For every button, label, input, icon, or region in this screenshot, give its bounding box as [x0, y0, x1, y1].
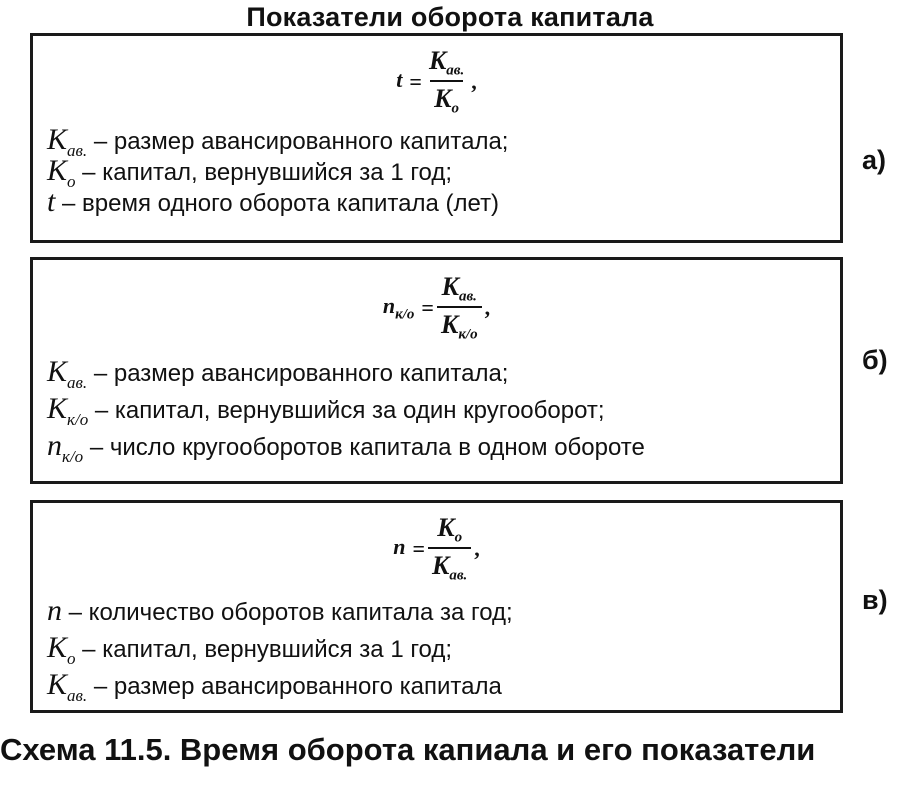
- definition-line: $K_{ав.}$ – размер авансированного капитала: [47, 668, 502, 705]
- definition-line: $K_{ав.}$ – размер авансированного капитала;: [47, 355, 509, 392]
- definitions-b: [47, 355, 830, 466]
- definition-line: n – количество оборотов капитала за год;: [47, 594, 513, 627]
- formula-equals: =: [412, 535, 425, 561]
- formula-lhs: t: [396, 66, 403, 92]
- block-label-a: а): [862, 145, 887, 175]
- block-a: [30, 33, 843, 243]
- fraction-denominator: $K_{ав.}$: [428, 547, 471, 584]
- block-label-c: в): [862, 585, 888, 615]
- definitions-a: [47, 124, 830, 217]
- block-b: [30, 257, 843, 484]
- fraction-numerator: $K_о$: [437, 513, 463, 546]
- definition-line: $n_{к/о}$ – число кругооборотов капитала в одном обороте: [47, 429, 645, 466]
- definition-line: $K_о$ – капитал, вернувшийся за 1 год;: [47, 631, 453, 668]
- formula-fraction: [437, 272, 482, 344]
- fraction-numerator: $K_{ав.}$: [428, 46, 465, 79]
- definitions-c: [47, 594, 830, 705]
- formula-fraction: [425, 46, 468, 118]
- formula-c: [33, 513, 840, 585]
- definition-line: $K_{к/о}$ – капитал, вернувшийся за один кругооборот;: [47, 392, 605, 429]
- block-label-b: б): [862, 345, 888, 375]
- definition-line: t – время одного оборота капитала (лет): [47, 185, 500, 218]
- formula-lhs: n: [393, 533, 406, 559]
- definition-line: $K_о$ – капитал, вернувшийся за 1 год;: [47, 154, 453, 191]
- formula-lhs: $n_{к/о}$: [382, 292, 415, 322]
- formula-equals: =: [421, 294, 434, 320]
- block-c: [30, 500, 843, 713]
- formula-fraction: [428, 513, 471, 585]
- formula-comma: ,: [471, 68, 477, 94]
- fraction-numerator: $K_{ав.}$: [441, 272, 477, 305]
- diagram-title: Показатели оборота капитала: [246, 2, 654, 32]
- fraction-denominator: $K_{к/о}$: [437, 306, 482, 343]
- formula-comma: ,: [474, 535, 480, 561]
- fraction-denominator: $K_о$: [430, 80, 463, 117]
- formula-comma: ,: [484, 294, 491, 320]
- figure-caption: Схема 11.5. Время оборота капиала и его показатели: [0, 732, 816, 767]
- formula-b: [33, 272, 840, 344]
- formula-equals: =: [409, 68, 422, 94]
- formula-a: [33, 46, 840, 118]
- definition-line: $K_{ав.}$ – размер авансированного капитала;: [47, 123, 509, 160]
